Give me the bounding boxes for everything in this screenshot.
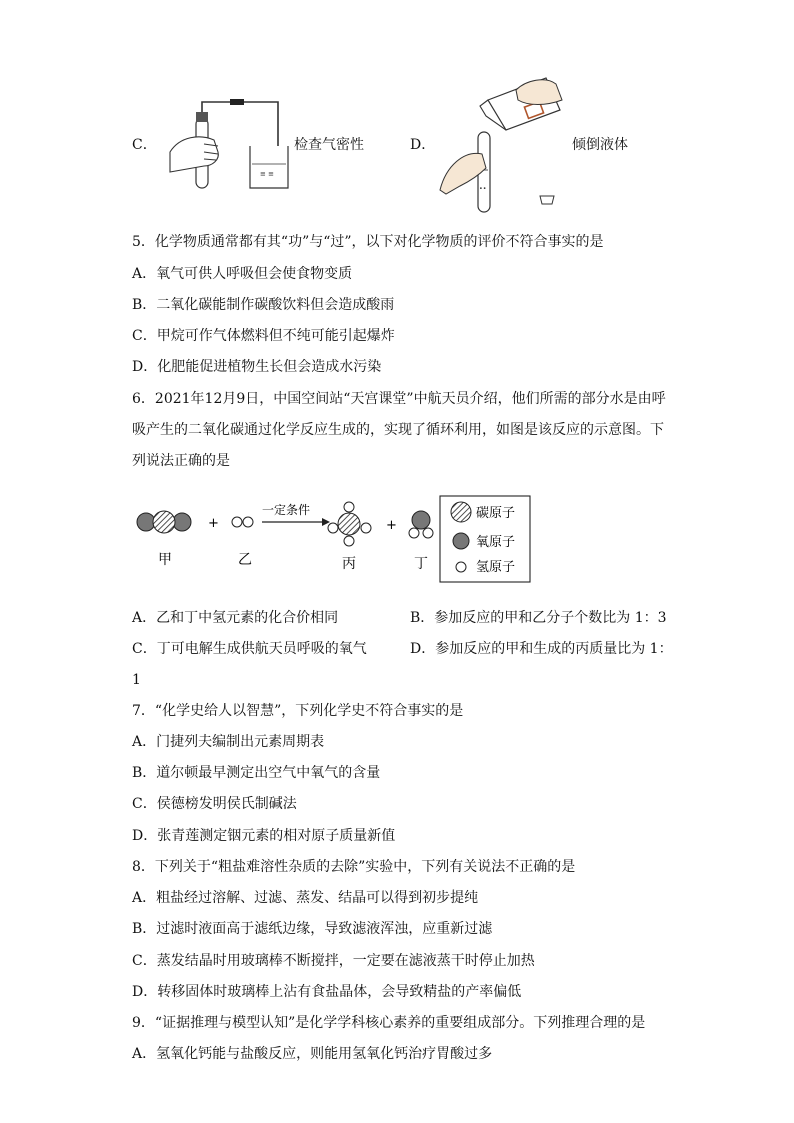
q8-option-d: D．转移固体时玻璃棒上沾有食盐晶体，会导致精盐的产率偏低: [132, 984, 522, 1000]
q9-option-a: A．氢氧化钙能与盐酸反应，则能用氢氧化钙治疗胃酸过多: [132, 1046, 493, 1062]
label-yi: 乙: [238, 552, 252, 568]
q9-stem: 9．“证据推理与模型认知”是化学学科核心素养的重要组成部分。下列推理合理的是: [132, 1015, 646, 1031]
q8-option-c: C．蒸发结晶时用玻璃棒不断搅拌，一定要在滤液蒸干时停止加热: [132, 953, 535, 969]
q7-option-b: B．道尔顿最早测定出空气中氧气的含量: [132, 765, 381, 781]
q7-option-a: A．门捷列夫编制出元素周期表: [132, 734, 325, 750]
reaction-condition: 一定条件: [262, 503, 311, 517]
reaction-diagram: [130, 490, 540, 586]
legend-carbon: 碳原子: [476, 506, 516, 521]
plus-sign-2: +: [386, 518, 397, 533]
molecule-yi: [232, 517, 253, 527]
q8-stem: 8．下列关于“粗盐难溶性杂质的去除”实验中，下列有关说法不正确的是: [132, 859, 576, 875]
option-d-label: D．: [410, 137, 436, 153]
label-jia: 甲: [158, 552, 172, 568]
q6-stem-line2: 吸产生的二氧化碳通过化学反应生成的，实现了循环利用，如图是该反应的示意图。下: [132, 422, 664, 438]
q7-option-d: D．张青莲测定铟元素的相对原子质量新值: [132, 828, 396, 844]
option-d-caption: 倾倒液体: [572, 137, 628, 153]
molecule-ding: [409, 511, 433, 538]
label-bing: 丙: [342, 556, 356, 572]
q7-stem: 7．“化学史给人以智慧”，下列化学史不符合事实的是: [132, 703, 464, 719]
q6-stem-line3: 列说法正确的是: [132, 453, 230, 469]
q6-option-a: A．乙和丁中氢元素的化合价相同: [132, 610, 339, 626]
atom-legend: [440, 496, 530, 582]
q8-option-a: A．粗盐经过溶解、过滤、蒸发、结晶可以得到初步提纯: [132, 890, 479, 906]
option-c-caption: 检查气密性: [294, 137, 364, 153]
q6-option-b: B．参加反应的甲和乙分子个数比为 1：3: [410, 610, 667, 626]
molecule-bing: [328, 502, 371, 546]
legend-oxygen: 氧原子: [476, 535, 516, 550]
option-c-label: C．: [132, 137, 157, 153]
q7-option-c: C．侯德榜发明侯氏制碱法: [132, 796, 297, 812]
svg-text:∙∙: ∙∙: [479, 185, 487, 192]
legend-hydrogen: 氢原子: [476, 560, 516, 575]
q6-option-d: D．参加反应的甲和生成的丙质量比为 1：: [410, 641, 673, 657]
q8-option-b: B．过滤时液面高于滤纸边缘，导致滤液浑浊，应重新过滤: [132, 921, 493, 937]
q5-option-b: B．二氧化碳能制作碳酸饮料但会造成酸雨: [132, 297, 395, 313]
airtightness-check-apparatus-illustration: [160, 96, 290, 192]
q5-stem: 5．化学物质通常都有其“功”与“过”，以下对化学物质的评价不符合事实的是: [132, 234, 604, 250]
pouring-liquid-apparatus-illustration: [436, 70, 566, 216]
q5-option-d: D．化肥能促进植物生长但会造成水污染: [132, 359, 382, 375]
q5-option-c: C．甲烷可作气体燃料但不纯可能引起爆炸: [132, 328, 395, 344]
q6-option-c: C．丁可电解生成供航天员呼吸的氧气: [132, 641, 367, 657]
molecule-jia: [137, 511, 191, 533]
svg-text:≡ ≡: ≡ ≡: [260, 170, 274, 178]
q6-option-d-continued: 1: [132, 672, 141, 688]
q6-stem-line1: 6．2021年12月9日，中国空间站“天宫课堂”中航天员介绍，他们所需的部分水是由呼: [132, 391, 666, 407]
plus-sign-1: +: [208, 516, 219, 531]
label-ding: 丁: [414, 556, 428, 572]
q5-option-a: A．氧气可供人呼吸但会使食物变质: [132, 266, 353, 282]
